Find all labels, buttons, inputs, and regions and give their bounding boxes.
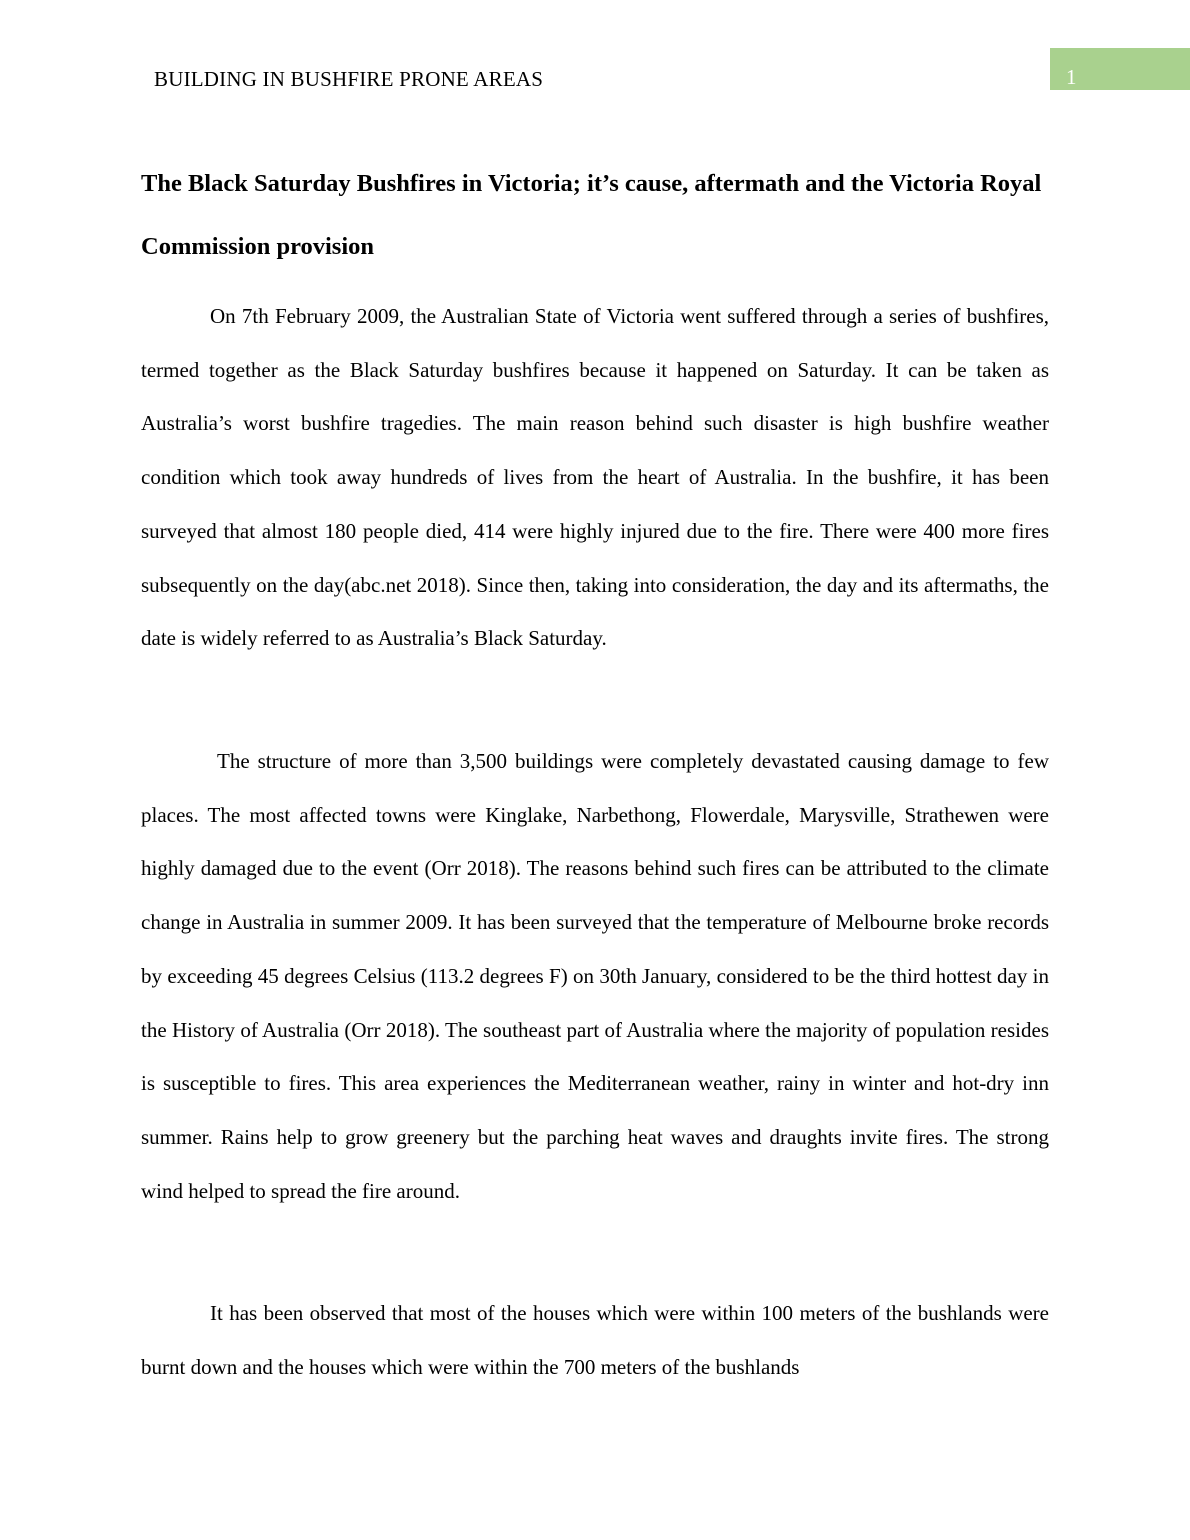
page-number: 1	[1066, 65, 1077, 89]
running-header-title: BUILDING IN BUSHFIRE PRONE AREAS	[154, 67, 544, 91]
body-paragraph-2: The structure of more than 3,500 buildings were completely devastated causing damage to few places. The most affected towns were Kinglake, Narbethong, Flowerdale, Marysville, Strathewen were highly damaged due to the event (Orr 2018). The reasons behind such fires can be attributed to the climate change in Australia in summer 2009. It has been surveyed that the temperature of Melbourne broke records by exceeding 45 degrees Celsius (113.2 degrees F) on 30th January, considered to be the third hottest day in the History of Australia (Orr 2018). The southeast part of Australia where the majority of population resides is susceptible to fires. This area experiences the Mediterranean weather, rainy in winter and hot-dry inn summer. Rains help to grow greenery but the parching heat waves and draughts invite fires. The strong wind helped to spread the fire around.	[141, 749, 1049, 1203]
body-paragraph-1: On 7th February 2009, the Australian State of Victoria went suffered through a series of bushfires, termed together as the Black Saturday bushfires because it happened on Saturday. It can be taken as Australia’s worst bushfire tragedies. The main reason behind such disaster is high bushfire weather condition which took away hundreds of lives from the heart of Australia. In the bushfire, it has been surveyed that almost 180 people died, 414 were highly injured due to the fire. There were 400 more fires subsequently on the day(abc.net 2018). Since then, taking into consideration, the day and its aftermaths, the date is widely referred to as Australia’s Black Saturday.	[141, 304, 1049, 651]
document-title: The Black Saturday Bushfires in Victoria; it’s cause, aftermath and the Victoria Royal Commission provision	[141, 170, 1042, 260]
page-number-badge	[1050, 48, 1190, 90]
body-paragraph-3: It has been observed that most of the houses which were within 100 meters of the bushlands were burnt down and the houses which were within the 700 meters of the bushlands	[141, 1301, 1049, 1379]
